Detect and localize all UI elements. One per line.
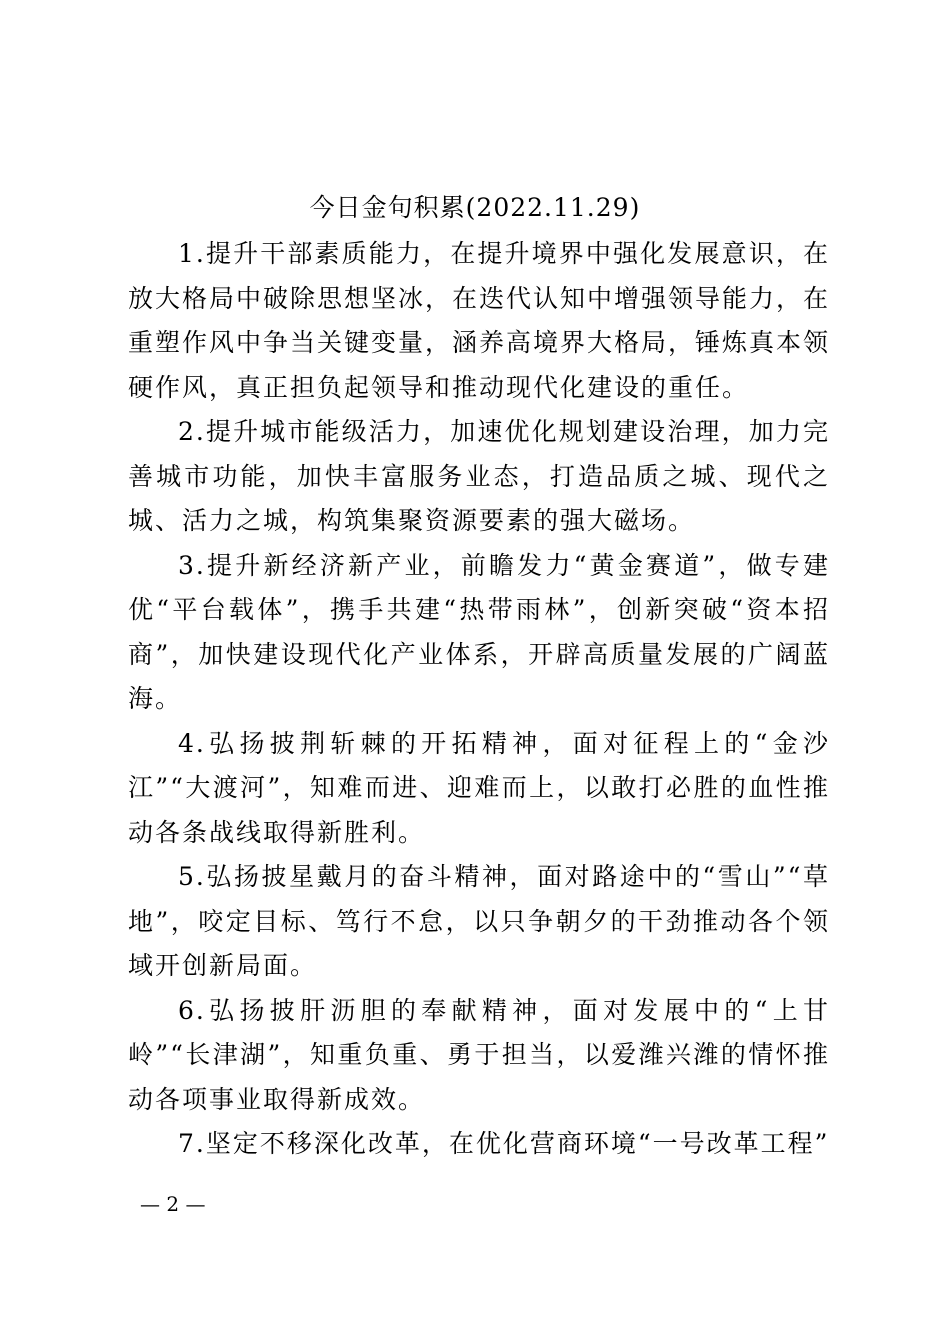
paragraph-7: 7.坚定不移深化改革，在优化营商环境“一号改革工程” [178, 1129, 830, 1158]
paragraph-2: 2.提升城市能级活力，加速优化规划建设治理，加力完善城市功能，加快丰富服务业态，打造品质之城、现代之城、活力之城，构筑集聚资源要素的强大磁场。 [128, 417, 830, 535]
document-title: 今日金句积累(2022.11.29) [309, 193, 641, 222]
paragraph-5: 5.弘扬披星戴月的奋斗精神，面对路途中的“雪山”“草地”，咬定目标、笃行不怠，以只争朝夕的干劲推动各个领域开创新局面。 [128, 862, 830, 980]
paragraph-1: 1.提升干部素质能力，在提升境界中强化发展意识，在放大格局中破除思想坚冰，在迭代认知中增强领导能力，在重塑作风中争当关键变量，涵养高境界大格局，锤炼真本领硬作风，真正担负起领导和推动现代化建设的重任。 [128, 239, 831, 402]
paragraph-4: 4.弘扬披荆斩棘的开拓精神，面对征程上的“金沙江”“大渡河”，知难而进、迎难而上，以敢打必胜的血性推动各条战线取得新胜利。 [128, 728, 830, 847]
paragraph-6: 6.弘扬披肝沥胆的奉献精神，面对发展中的“上甘岭”“长津湖”，知重负重、勇于担当，以爱潍兴潍的情怀推动各项事业取得新成效。 [128, 995, 830, 1114]
page-number: — 2 — [140, 1192, 206, 1216]
paragraph-3: 3.提升新经济新产业，前瞻发力“黄金赛道”，做专建优“平台载体”，携手共建“热带雨林”，创新突破“资本招商”，加快建设现代化产业体系，开辟高质量发展的广阔蓝海。 [128, 550, 830, 713]
document-body [128, 232, 830, 1167]
